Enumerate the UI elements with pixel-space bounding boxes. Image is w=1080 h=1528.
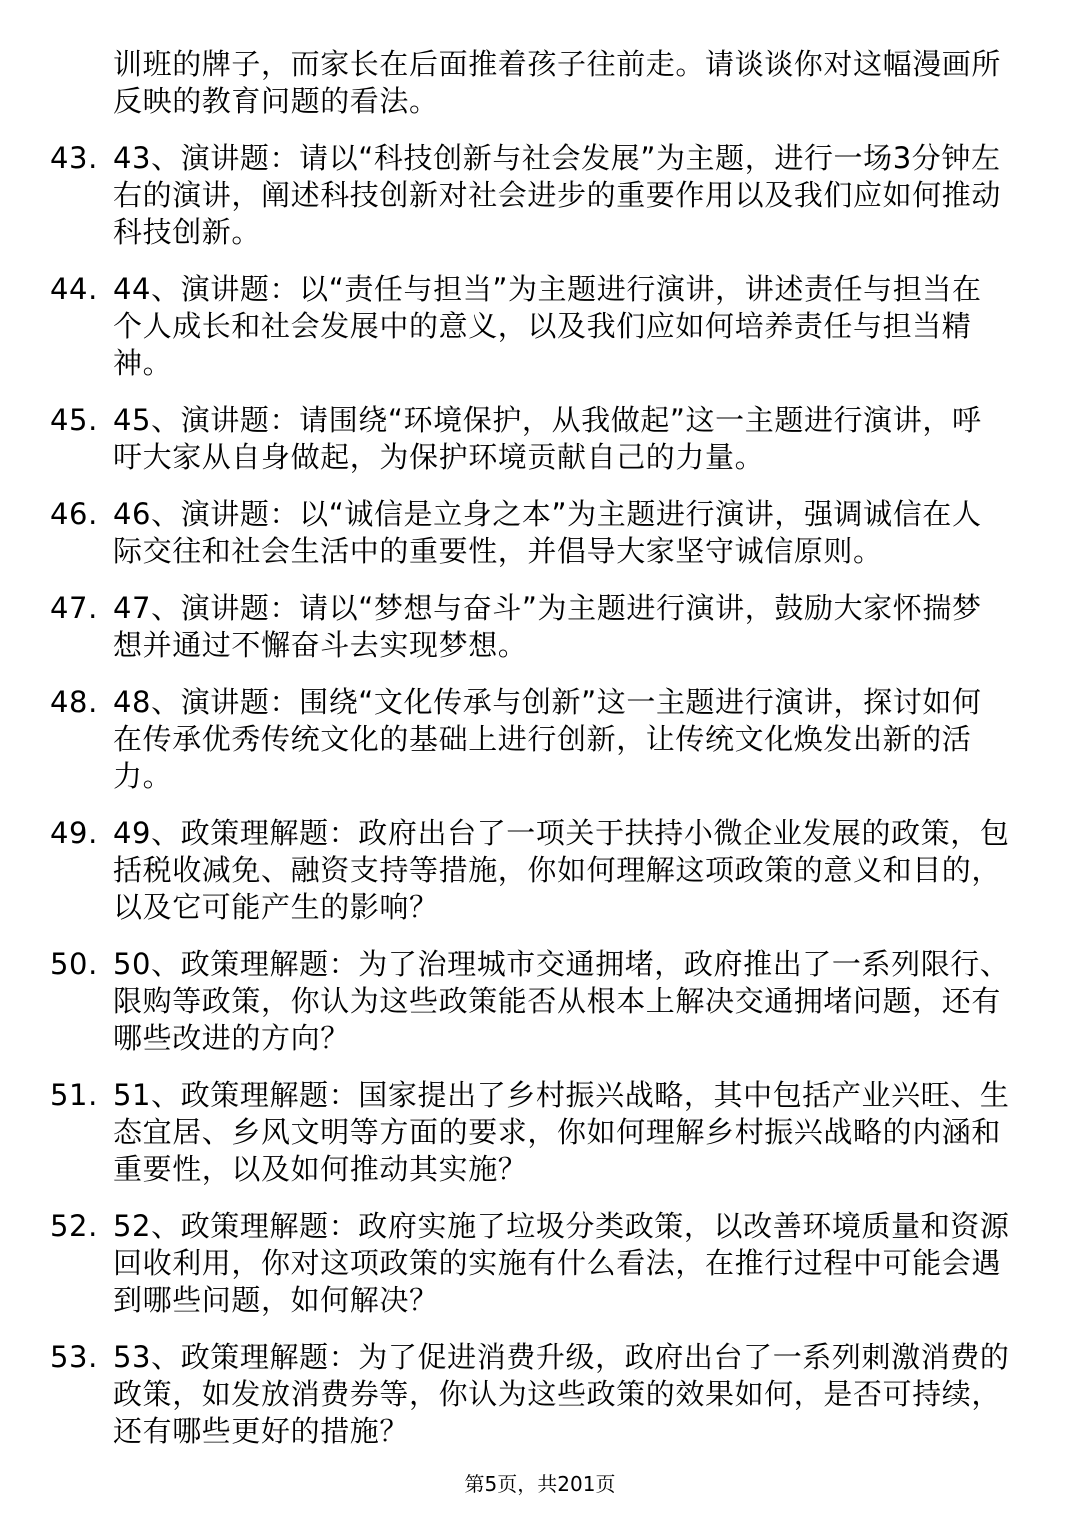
item-text: 51、政策理解题：国家提出了乡村振兴战略，其中包括产业兴旺、生态宜居、乡风文明等方面的要求，你如何理解乡村振兴战略的内涵和重要性，以及如何推动其实施？ bbox=[113, 1078, 1010, 1186]
item-text: 52、政策理解题：政府实施了垃圾分类政策，以改善环境质量和资源回收利用，你对这项政策的实施有什么看法，在推行过程中可能会遇到哪些问题，如何解决？ bbox=[113, 1209, 1010, 1317]
list-item-continuation bbox=[0, 46, 1080, 120]
list-item bbox=[0, 140, 1080, 251]
question-list bbox=[0, 46, 1080, 1470]
item-number: 52. bbox=[50, 1209, 98, 1243]
item-text: 47、演讲题：请以“梦想与奋斗”为主题进行演讲，鼓励大家怀揣梦想并通过不懈奋斗去实现梦想。 bbox=[113, 591, 982, 662]
list-item bbox=[0, 946, 1080, 1057]
item-number: 50. bbox=[50, 947, 98, 981]
item-text: 48、演讲题：围绕“文化传承与创新”这一主题进行演讲，探讨如何在传承优秀传统文化的基础上进行创新，让传统文化焕发出新的活力。 bbox=[113, 685, 982, 793]
list-item bbox=[0, 1208, 1080, 1319]
list-item bbox=[0, 271, 1080, 382]
list-item bbox=[0, 815, 1080, 926]
item-number: 47. bbox=[50, 591, 98, 625]
item-number: 51. bbox=[50, 1078, 98, 1112]
item-number: 43. bbox=[50, 141, 98, 175]
list-item bbox=[0, 590, 1080, 664]
item-text: 50、政策理解题：为了治理城市交通拥堵，政府推出了一系列限行、限购等政策，你认为这些政策能否从根本上解决交通拥堵问题，还有哪些改进的方向？ bbox=[113, 947, 1010, 1055]
item-text: 43、演讲题：请以“科技创新与社会发展”为主题，进行一场3分钟左右的演讲，阐述科技创新对社会进步的重要作用以及我们应如何推动科技创新。 bbox=[113, 141, 1002, 249]
item-number: 46. bbox=[50, 497, 98, 531]
item-number: 44. bbox=[50, 272, 98, 306]
item-text: 45、演讲题：请围绕“环境保护，从我做起”这一主题进行演讲，呼吁大家从自身做起，为保护环境贡献自己的力量。 bbox=[113, 403, 982, 474]
continuation-text: 训班的牌子，而家长在后面推着孩子往前走。请谈谈你对这幅漫画所反映的教育问题的看法。 bbox=[113, 47, 1002, 118]
list-item bbox=[0, 496, 1080, 570]
page-footer: 第5页，共201页 bbox=[464, 1472, 616, 1496]
item-number: 45. bbox=[50, 403, 98, 437]
list-item bbox=[0, 402, 1080, 476]
item-text: 53、政策理解题：为了促进消费升级，政府出台了一系列刺激消费的政策，如发放消费券等，你认为这些政策的效果如何，是否可持续，还有哪些更好的措施？ bbox=[113, 1340, 1010, 1448]
list-item bbox=[0, 1339, 1080, 1450]
item-number: 53. bbox=[50, 1340, 98, 1374]
list-item bbox=[0, 1077, 1080, 1188]
item-number: 49. bbox=[50, 816, 98, 850]
list-item bbox=[0, 684, 1080, 795]
item-text: 49、政策理解题：政府出台了一项关于扶持小微企业发展的政策，包括税收减免、融资支持等措施，你如何理解这项政策的意义和目的，以及它可能产生的影响？ bbox=[113, 816, 1010, 924]
item-number: 48. bbox=[50, 685, 98, 719]
item-text: 46、演讲题：以“诚信是立身之本”为主题进行演讲，强调诚信在人际交往和社会生活中的重要性，并倡导大家坚守诚信原则。 bbox=[113, 497, 982, 568]
item-text: 44、演讲题：以“责任与担当”为主题进行演讲，讲述责任与担当在个人成长和社会发展中的意义，以及我们应如何培养责任与担当精神。 bbox=[113, 272, 982, 380]
